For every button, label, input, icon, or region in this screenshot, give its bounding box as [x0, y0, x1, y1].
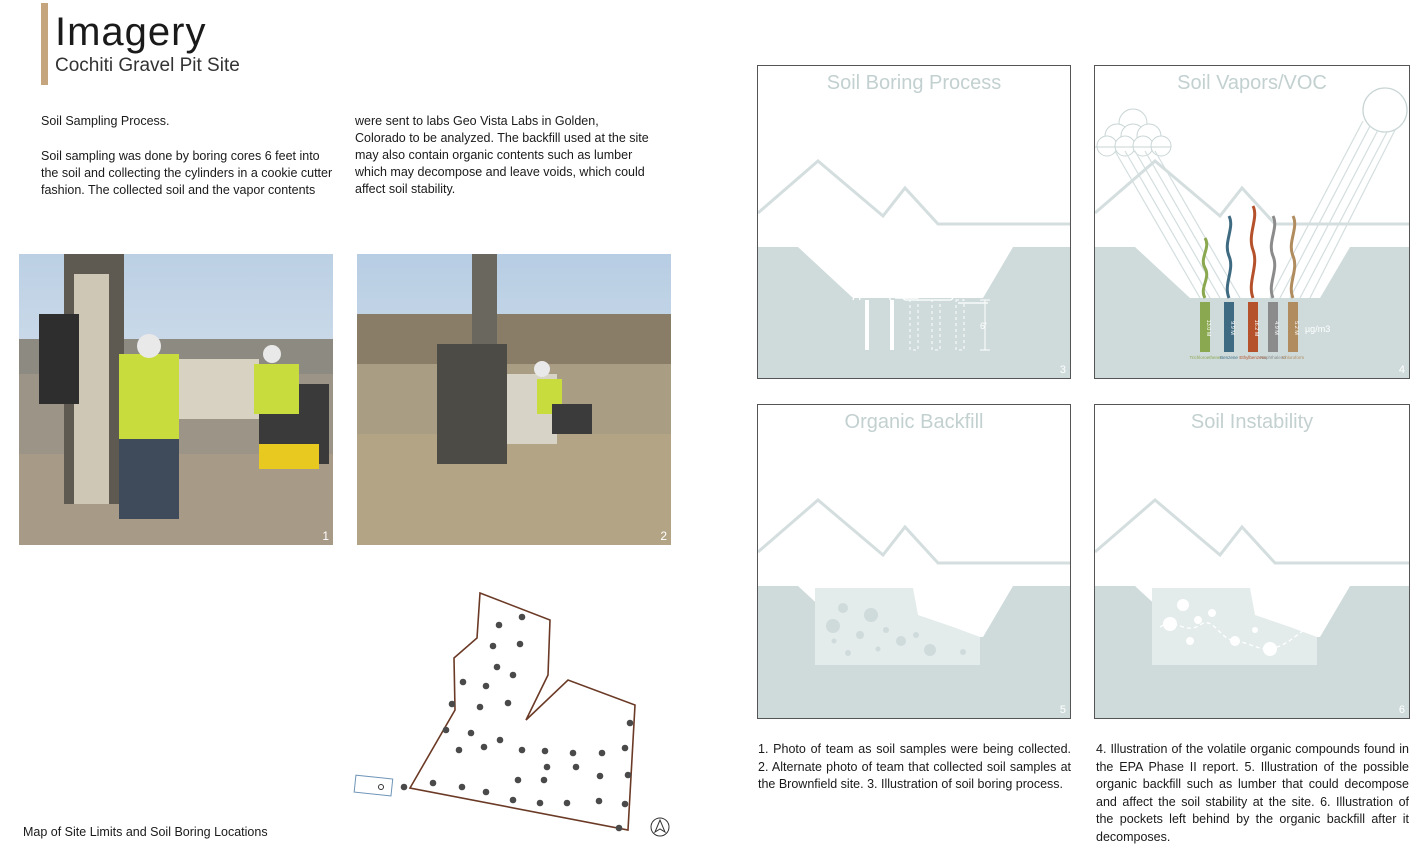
panel-title: Soil Boring Process: [826, 72, 1002, 94]
page-subtitle: Cochiti Gravel Pit Site: [55, 55, 240, 76]
voc-unit-label: µg/m3: [1305, 324, 1331, 334]
title-accent-bar: [41, 3, 48, 85]
voc-compound-label-3: Naphthalene: [1260, 355, 1286, 360]
voc-value-3: 4.9 M: [1273, 321, 1279, 335]
caption-left: 1. Photo of team as soil samples were being collected. 2. Alternate photo of team that collected soil samples at the Brownfield site. 3. Illustration of soil boring process.: [758, 742, 1071, 791]
boring-depth-label: 6': [980, 321, 987, 331]
panel-organic-backfill: [757, 404, 1071, 719]
intro-column-2: [355, 113, 652, 198]
page-title: Imagery: [55, 10, 207, 54]
voc-compound-label-4: Chloroform: [1281, 355, 1305, 360]
map-caption: Map of Site Limits and Soil Boring Locations: [23, 825, 268, 839]
panel-number: 5: [1059, 704, 1066, 716]
voc-value-0: 13.0 M: [1205, 319, 1211, 337]
intro-column-1: [41, 113, 337, 217]
caption-right: 4. Illustration of the volatile organic compounds found in the EPA Phase II report. 5. Illustration of the possible organic backfill such as lumber that could decompose and affect the soil stability at the site. 6. Illustration of the pockets left behind by the organic backfill after it decomposes.: [1096, 742, 1409, 844]
voc-value-1: 9.9 M: [1229, 321, 1235, 335]
intro-heading: Soil Sampling Process.: [41, 114, 170, 128]
site-boundary: [410, 593, 635, 830]
intro-paragraph-part2: were sent to labs Geo Vista Labs in Golden, Colorado to be analyzed. The backfill used at the site may also contain organic contents such as lumber which may decompose and leave voids, which could affect soil stability.: [355, 114, 649, 196]
voc-value-2: 16.2 M: [1253, 319, 1259, 337]
site-entry-box: [354, 775, 393, 796]
panel-title: Organic Backfill: [844, 411, 984, 433]
intro-paragraph-part1: Soil sampling was done by boring cores 6 feet into the soil and collecting the cylinders in a cookie cutter fashion. The collected soil and the vapor contents: [41, 149, 333, 197]
photo-alternate-team: [357, 254, 671, 545]
voc-compound-label-2: Ethylbenzene: [1239, 355, 1267, 360]
panel-number: 3: [1059, 364, 1066, 376]
photo-number: 2: [660, 529, 667, 543]
photo-number: 1: [322, 529, 329, 543]
photo-soil-sampling-team: [19, 254, 333, 545]
panel-title: Soil Instability: [1190, 411, 1314, 433]
panel-number: 4: [1398, 364, 1405, 376]
panel-soil-instability: [1094, 404, 1410, 719]
cloud-icon: [1095, 109, 1171, 156]
voc-value-4: 5.2 M: [1293, 321, 1299, 335]
panel-soil-vapors-voc: [1094, 65, 1410, 379]
voc-compound-label-1: Benzene: [1220, 355, 1238, 360]
panel-number: 6: [1398, 704, 1405, 716]
voc-compound-label-0: Trichloroethene: [1189, 355, 1221, 360]
panel-soil-boring-process: [757, 65, 1071, 379]
north-arrow-icon: [651, 818, 669, 836]
boring-location-points: [401, 614, 634, 832]
site-boring-map: [340, 580, 680, 845]
panel-title: Soil Vapors/VOC: [1177, 72, 1327, 94]
